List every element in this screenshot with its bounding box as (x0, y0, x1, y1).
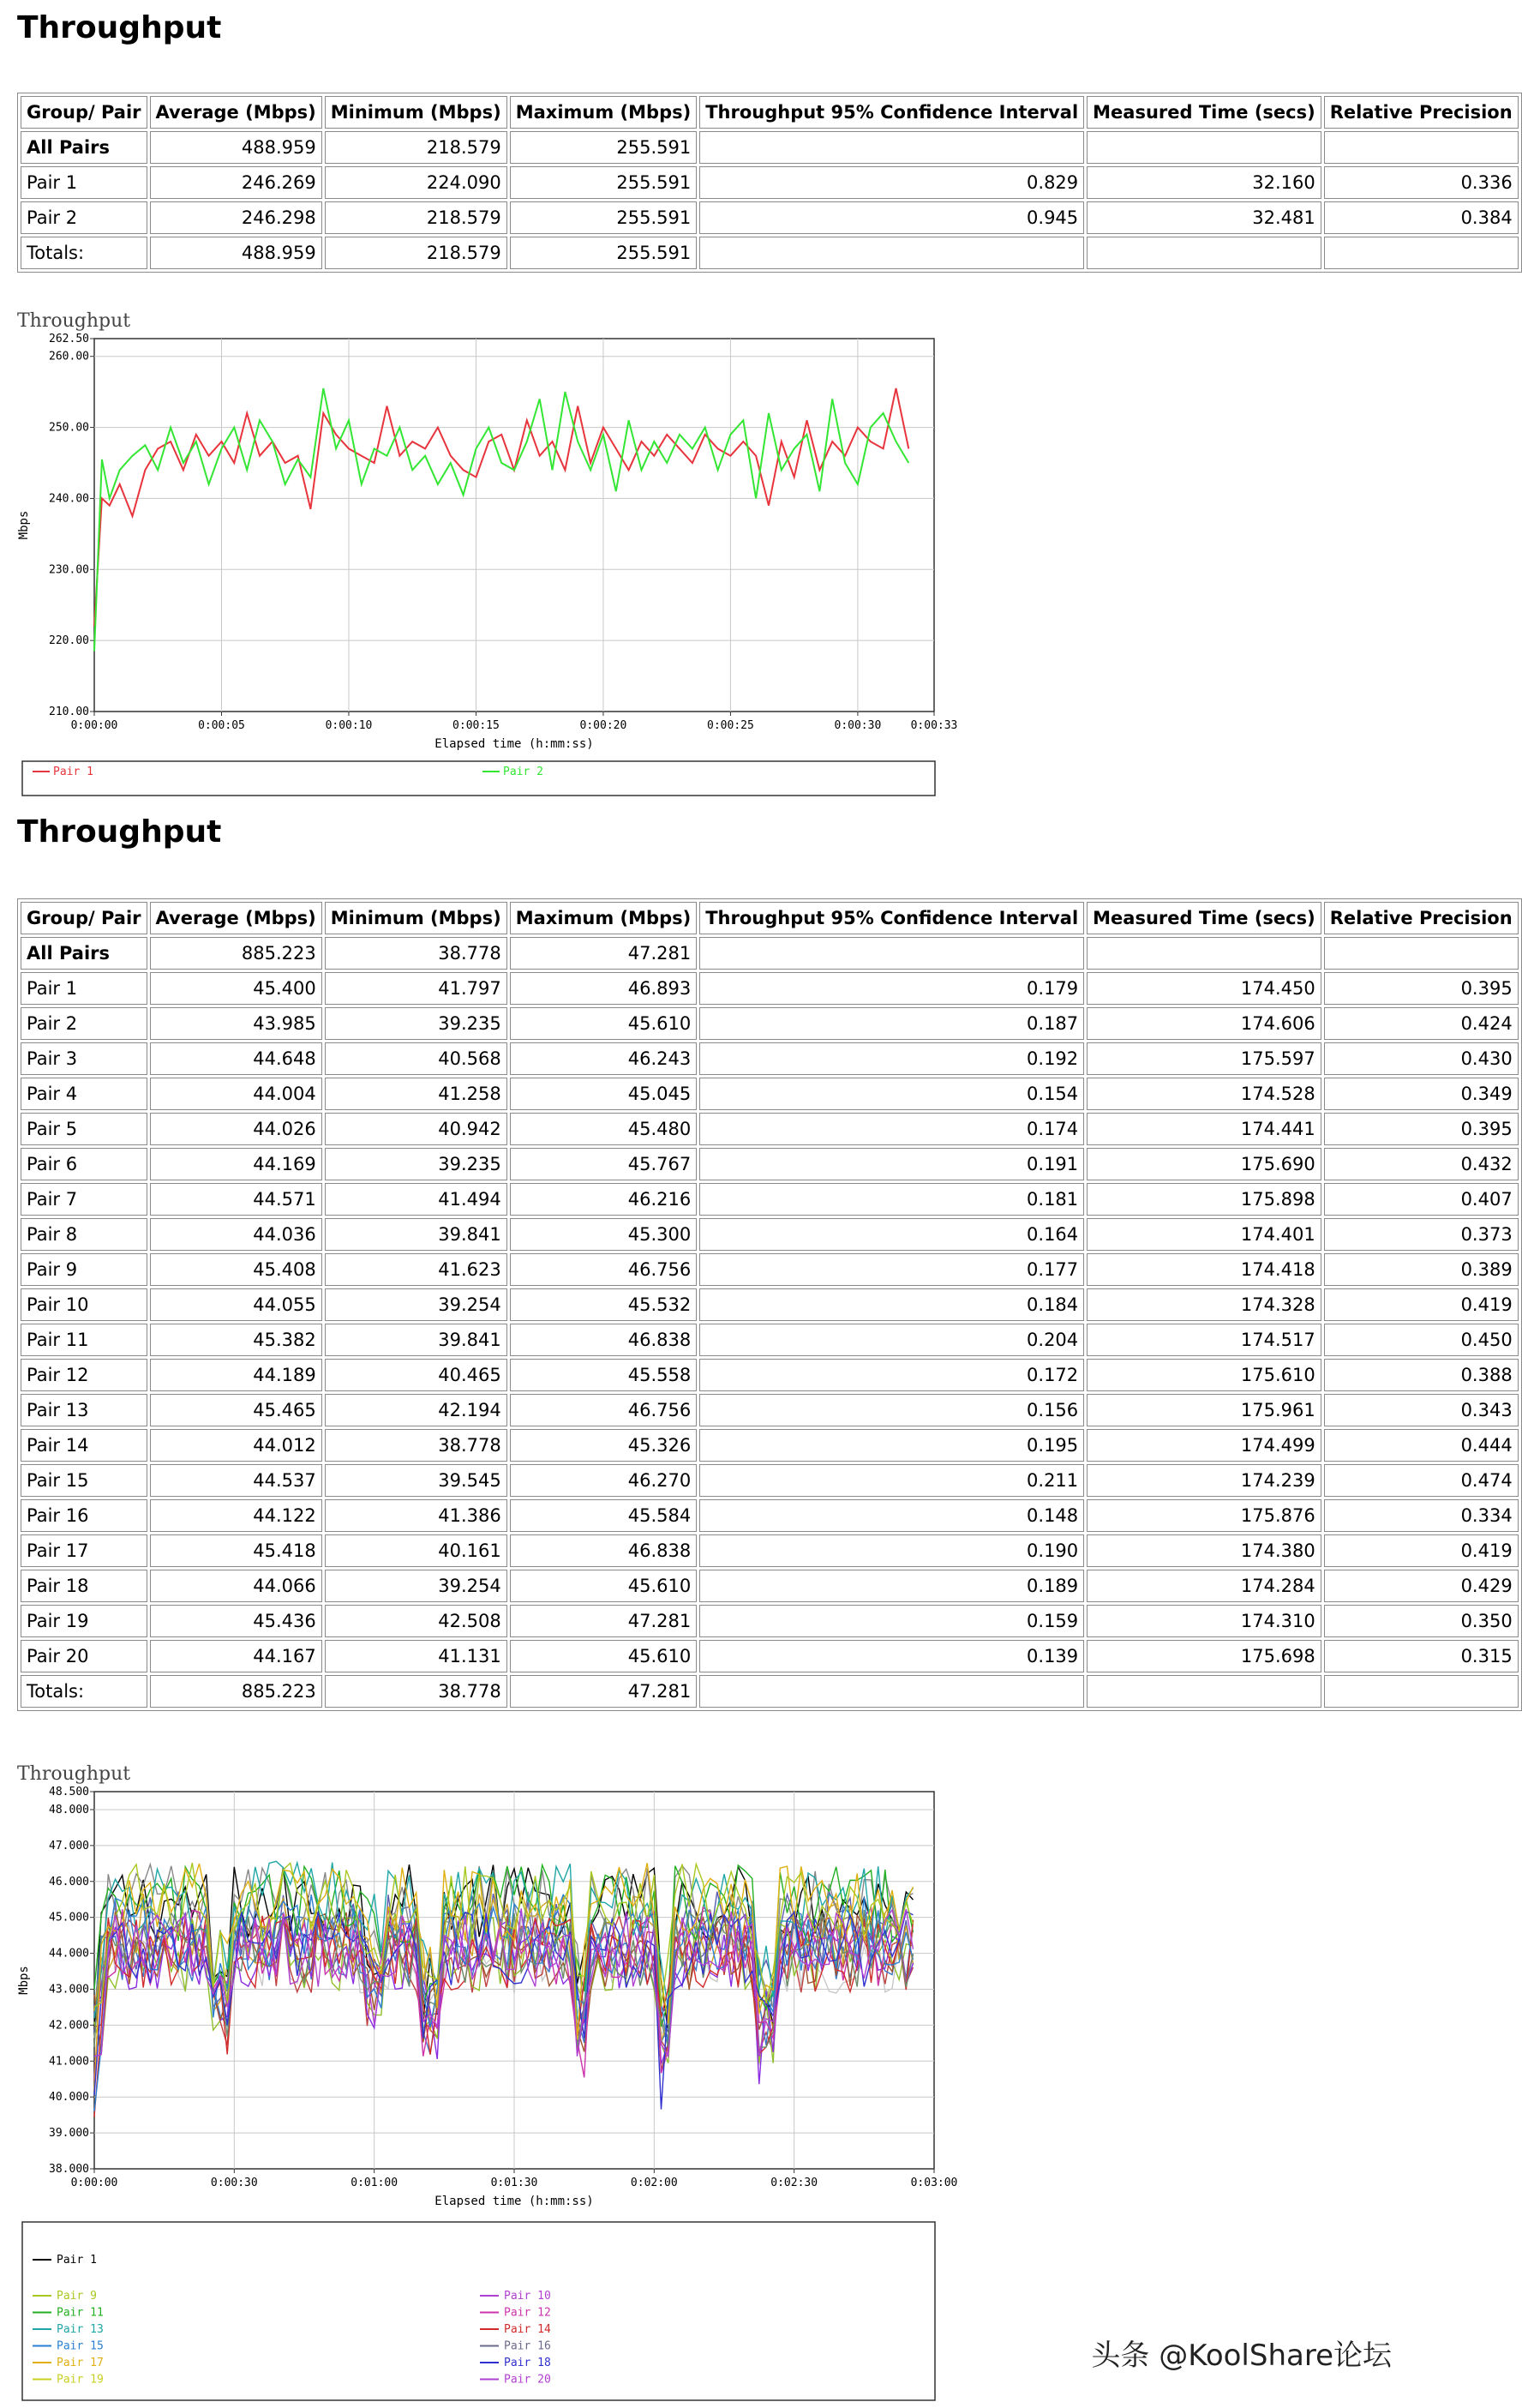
column-header: Group/ Pair (21, 902, 147, 934)
value-cell: 218.579 (325, 131, 507, 164)
value-cell (1087, 131, 1321, 164)
value-cell: 41.797 (325, 972, 507, 1005)
value-cell: 255.591 (510, 131, 698, 164)
column-header: Average (Mbps) (150, 96, 322, 129)
value-cell: 0.474 (1324, 1464, 1519, 1497)
value-cell: 44.004 (150, 1078, 322, 1110)
value-cell: 45.045 (510, 1078, 698, 1110)
table-row (21, 237, 1519, 269)
column-header: Minimum (Mbps) (325, 96, 507, 129)
value-cell: 0.181 (699, 1183, 1084, 1216)
value-cell (1087, 937, 1321, 970)
column-header: Measured Time (secs) (1087, 96, 1321, 129)
value-cell: 0.343 (1324, 1394, 1519, 1426)
chart-title: Throughput (17, 310, 131, 332)
value-cell: 0.419 (1324, 1534, 1519, 1567)
value-cell: 174.418 (1087, 1253, 1321, 1286)
value-cell: 42.508 (325, 1605, 507, 1637)
value-cell (1324, 937, 1519, 970)
value-cell: 0.389 (1324, 1253, 1519, 1286)
value-cell: 0.349 (1324, 1078, 1519, 1110)
value-cell: 45.558 (510, 1359, 698, 1391)
column-header: Relative Precision (1324, 902, 1519, 934)
legend-box (22, 761, 935, 796)
value-cell: 44.066 (150, 1570, 322, 1602)
row-label-cell: Pair 20 (21, 1640, 147, 1672)
value-cell: 175.597 (1087, 1042, 1321, 1075)
value-cell: 0.429 (1324, 1570, 1519, 1602)
value-cell: 38.778 (325, 1429, 507, 1462)
legend-label: Pair 19 (57, 2373, 104, 2387)
value-cell: 255.591 (510, 201, 698, 234)
value-cell: 174.328 (1087, 1288, 1321, 1321)
table-row (21, 1359, 1519, 1391)
value-cell: 46.893 (510, 972, 698, 1005)
value-cell: 174.441 (1087, 1113, 1321, 1145)
table-row (21, 1042, 1519, 1075)
y-axis-label: Mbps (17, 1966, 31, 1995)
y-tick-label: 41.000 (49, 2055, 89, 2069)
value-cell: 0.159 (699, 1605, 1084, 1637)
y-tick-label: 210.00 (49, 706, 89, 718)
value-cell: 46.243 (510, 1042, 698, 1075)
legend-box (22, 2222, 935, 2400)
value-cell: 488.959 (150, 237, 322, 269)
value-cell: 45.767 (510, 1148, 698, 1180)
value-cell (1087, 1675, 1321, 1708)
value-cell: 174.517 (1087, 1324, 1321, 1356)
table-row (21, 972, 1519, 1005)
table-row (21, 1113, 1519, 1145)
value-cell: 0.384 (1324, 201, 1519, 234)
value-cell: 0.179 (699, 972, 1084, 1005)
row-label-cell: Pair 7 (21, 1183, 147, 1216)
table-row (21, 1148, 1519, 1180)
x-tick-label: 0:01:30 (490, 2177, 538, 2189)
y-tick-label: 240.00 (49, 492, 89, 506)
x-tick-label: 0:00:33 (910, 719, 958, 732)
x-axis-label: Elapsed time (h:mm:ss) (434, 737, 594, 751)
value-cell: 45.436 (150, 1605, 322, 1637)
y-axis-label: Mbps (17, 510, 31, 540)
value-cell: 175.610 (1087, 1359, 1321, 1391)
value-cell: 0.334 (1324, 1499, 1519, 1532)
value-cell: 45.532 (510, 1288, 698, 1321)
value-cell: 44.648 (150, 1042, 322, 1075)
y-tick-label: 48.000 (49, 1803, 89, 1817)
value-cell: 0.395 (1324, 1113, 1519, 1145)
table-row (21, 1324, 1519, 1356)
value-cell: 44.169 (150, 1148, 322, 1180)
value-cell: 42.194 (325, 1394, 507, 1426)
table-row (21, 1007, 1519, 1040)
column-header: Relative Precision (1324, 96, 1519, 129)
value-cell: 45.610 (510, 1570, 698, 1602)
value-cell: 47.281 (510, 1605, 698, 1637)
value-cell: 44.012 (150, 1429, 322, 1462)
value-cell: 174.310 (1087, 1605, 1321, 1637)
y-tick-label: 39.000 (49, 2127, 89, 2141)
row-label-cell: Pair 8 (21, 1218, 147, 1251)
value-cell: 44.122 (150, 1499, 322, 1532)
y-tick-label: 260.00 (49, 350, 89, 363)
row-label-cell: Pair 18 (21, 1570, 147, 1602)
value-cell (699, 131, 1084, 164)
row-label-cell: Pair 14 (21, 1429, 147, 1462)
throughput-chart-2-svg (17, 1753, 960, 2405)
x-tick-label: 0:02:30 (770, 2177, 818, 2189)
section-1-heading: Throughput (17, 10, 222, 45)
value-cell: 40.942 (325, 1113, 507, 1145)
value-cell: 0.407 (1324, 1183, 1519, 1216)
value-cell (1324, 1675, 1519, 1708)
value-cell: 175.961 (1087, 1394, 1321, 1426)
value-cell: 175.898 (1087, 1183, 1321, 1216)
value-cell (1087, 237, 1321, 269)
value-cell: 174.499 (1087, 1429, 1321, 1462)
chart-title: Throughput (17, 1763, 131, 1785)
value-cell: 45.382 (150, 1324, 322, 1356)
value-cell: 38.778 (325, 1675, 507, 1708)
value-cell: 174.450 (1087, 972, 1321, 1005)
value-cell: 38.778 (325, 937, 507, 970)
value-cell: 43.985 (150, 1007, 322, 1040)
table-row (21, 1499, 1519, 1532)
row-label-cell: Pair 1 (21, 166, 147, 199)
value-cell: 246.269 (150, 166, 322, 199)
legend-label: Pair 20 (504, 2373, 551, 2387)
row-label-cell: Totals: (21, 1675, 147, 1708)
throughput-chart-1-svg (17, 300, 960, 806)
value-cell: 45.465 (150, 1394, 322, 1426)
y-tick-label: 38.000 (49, 2163, 89, 2176)
value-cell: 46.838 (510, 1534, 698, 1567)
value-cell: 45.610 (510, 1007, 698, 1040)
y-tick-label: 47.000 (49, 1839, 89, 1853)
watermark: 头条 @KoolShare论坛 (1091, 2339, 1392, 2373)
value-cell: 0.395 (1324, 972, 1519, 1005)
value-cell: 0.336 (1324, 166, 1519, 199)
value-cell: 44.055 (150, 1288, 322, 1321)
column-header: Maximum (Mbps) (510, 902, 698, 934)
value-cell: 41.258 (325, 1078, 507, 1110)
value-cell: 44.571 (150, 1183, 322, 1216)
value-cell: 0.177 (699, 1253, 1084, 1286)
legend-label: Pair 2 (503, 766, 543, 778)
table-row (21, 1288, 1519, 1321)
value-cell: 255.591 (510, 166, 698, 199)
value-cell: 174.606 (1087, 1007, 1321, 1040)
table-header-row (21, 96, 1519, 129)
table-row (21, 1183, 1519, 1216)
value-cell: 45.610 (510, 1640, 698, 1672)
table-row (21, 937, 1519, 970)
value-cell: 45.480 (510, 1113, 698, 1145)
value-cell (1324, 237, 1519, 269)
row-label-cell: Pair 9 (21, 1253, 147, 1286)
value-cell: 0.829 (699, 166, 1084, 199)
legend-label: Pair 18 (504, 2357, 551, 2369)
value-cell: 39.841 (325, 1324, 507, 1356)
value-cell: 46.838 (510, 1324, 698, 1356)
legend-label: Pair 16 (504, 2339, 551, 2353)
legend-label: Pair 9 (57, 2290, 97, 2303)
y-tick-label: 220.00 (49, 634, 89, 648)
value-cell: 40.568 (325, 1042, 507, 1075)
value-cell: 174.528 (1087, 1078, 1321, 1110)
table-row (21, 1605, 1519, 1637)
row-label-cell: Pair 11 (21, 1324, 147, 1356)
y-tick-label: 43.000 (49, 1983, 89, 1997)
x-tick-label: 0:03:00 (910, 2177, 958, 2189)
legend-label: Pair 13 (57, 2323, 104, 2336)
value-cell: 0.174 (699, 1113, 1084, 1145)
row-label-cell: Pair 1 (21, 972, 147, 1005)
y-tick-label: 44.000 (49, 1947, 89, 1961)
column-header: Throughput 95% Confidence Interval (699, 96, 1084, 129)
legend-label: Pair 11 (57, 2306, 104, 2320)
row-label-cell: Pair 5 (21, 1113, 147, 1145)
value-cell: 0.204 (699, 1324, 1084, 1356)
table-row (21, 166, 1519, 199)
value-cell: 41.623 (325, 1253, 507, 1286)
value-cell: 47.281 (510, 1675, 698, 1708)
x-tick-label: 0:00:30 (834, 719, 882, 732)
value-cell: 174.401 (1087, 1218, 1321, 1251)
y-tick-label: 262.50 (49, 333, 89, 345)
value-cell: 44.189 (150, 1359, 322, 1391)
column-header: Throughput 95% Confidence Interval (699, 902, 1084, 934)
value-cell: 885.223 (150, 937, 322, 970)
table-row (21, 1640, 1519, 1672)
table-row (21, 201, 1519, 234)
value-cell: 39.235 (325, 1148, 507, 1180)
table-header-row (21, 902, 1519, 934)
value-cell: 46.756 (510, 1253, 698, 1286)
row-label-cell: Pair 12 (21, 1359, 147, 1391)
value-cell: 0.189 (699, 1570, 1084, 1602)
throughput-chart-2 (17, 1753, 960, 2405)
value-cell: 175.690 (1087, 1148, 1321, 1180)
value-cell: 218.579 (325, 237, 507, 269)
legend-label: Pair 1 (53, 766, 93, 778)
y-tick-label: 40.000 (49, 2091, 89, 2105)
x-tick-label: 0:02:00 (630, 2177, 678, 2189)
row-label-cell: Pair 6 (21, 1148, 147, 1180)
row-label-cell: Pair 2 (21, 1007, 147, 1040)
y-tick-label: 42.000 (49, 2019, 89, 2033)
throughput-table-1 (17, 93, 1522, 273)
y-tick-label: 46.000 (49, 1875, 89, 1889)
row-label-cell: Pair 17 (21, 1534, 147, 1567)
value-cell (699, 937, 1084, 970)
value-cell: 0.156 (699, 1394, 1084, 1426)
plot-area (94, 339, 934, 712)
table-row (21, 1429, 1519, 1462)
value-cell: 174.239 (1087, 1464, 1321, 1497)
row-label-cell: All Pairs (21, 937, 147, 970)
throughput-table-2 (17, 898, 1522, 1711)
value-cell: 0.350 (1324, 1605, 1519, 1637)
value-cell: 46.216 (510, 1183, 698, 1216)
x-tick-label: 0:00:30 (210, 2177, 258, 2189)
throughput-chart-1 (17, 300, 960, 806)
row-label-cell: Pair 16 (21, 1499, 147, 1532)
value-cell: 255.591 (510, 237, 698, 269)
x-tick-label: 0:00:15 (452, 719, 500, 732)
legend-label: Pair 12 (504, 2306, 551, 2320)
value-cell: 0.450 (1324, 1324, 1519, 1356)
value-cell: 0.211 (699, 1464, 1084, 1497)
value-cell: 45.300 (510, 1218, 698, 1251)
value-cell: 0.154 (699, 1078, 1084, 1110)
value-cell: 174.284 (1087, 1570, 1321, 1602)
value-cell: 0.190 (699, 1534, 1084, 1567)
value-cell: 41.131 (325, 1640, 507, 1672)
value-cell: 0.148 (699, 1499, 1084, 1532)
value-cell: 174.380 (1087, 1534, 1321, 1567)
x-tick-label: 0:00:00 (70, 2177, 118, 2189)
y-tick-label: 250.00 (49, 421, 89, 435)
legend-label: Pair 14 (504, 2323, 551, 2336)
value-cell: 0.187 (699, 1007, 1084, 1040)
x-tick-label: 0:00:00 (70, 719, 118, 732)
value-cell: 44.026 (150, 1113, 322, 1145)
column-header: Group/ Pair (21, 96, 147, 129)
value-cell: 32.481 (1087, 201, 1321, 234)
value-cell: 45.418 (150, 1534, 322, 1567)
value-cell: 224.090 (325, 166, 507, 199)
value-cell: 218.579 (325, 201, 507, 234)
value-cell: 0.373 (1324, 1218, 1519, 1251)
value-cell: 0.945 (699, 201, 1084, 234)
value-cell: 44.036 (150, 1218, 322, 1251)
value-cell: 0.172 (699, 1359, 1084, 1391)
value-cell: 40.161 (325, 1534, 507, 1567)
value-cell: 0.424 (1324, 1007, 1519, 1040)
x-tick-label: 0:00:10 (325, 719, 373, 732)
value-cell: 0.184 (699, 1288, 1084, 1321)
row-label-cell: Totals: (21, 237, 147, 269)
x-tick-label: 0:01:00 (351, 2177, 398, 2189)
value-cell: 39.235 (325, 1007, 507, 1040)
value-cell: 47.281 (510, 937, 698, 970)
column-header: Measured Time (secs) (1087, 902, 1321, 934)
value-cell: 0.430 (1324, 1042, 1519, 1075)
value-cell: 885.223 (150, 1675, 322, 1708)
value-cell: 0.164 (699, 1218, 1084, 1251)
value-cell: 39.254 (325, 1570, 507, 1602)
value-cell: 0.419 (1324, 1288, 1519, 1321)
legend-label: Pair 10 (504, 2290, 551, 2303)
row-label-cell: Pair 15 (21, 1464, 147, 1497)
value-cell: 488.959 (150, 131, 322, 164)
section-2-heading: Throughput (17, 814, 222, 850)
table-row (21, 1675, 1519, 1708)
x-axis-label: Elapsed time (h:mm:ss) (434, 2195, 594, 2208)
y-tick-label: 48.500 (49, 1786, 89, 1798)
row-label-cell: Pair 3 (21, 1042, 147, 1075)
column-header: Average (Mbps) (150, 902, 322, 934)
table-row (21, 1570, 1519, 1602)
row-label-cell: All Pairs (21, 131, 147, 164)
table-row (21, 1464, 1519, 1497)
table-row (21, 1534, 1519, 1567)
column-header: Maximum (Mbps) (510, 96, 698, 129)
row-label-cell: Pair 13 (21, 1394, 147, 1426)
value-cell (1324, 131, 1519, 164)
value-cell: 39.545 (325, 1464, 507, 1497)
row-label-cell: Pair 2 (21, 201, 147, 234)
value-cell: 0.195 (699, 1429, 1084, 1462)
value-cell: 41.386 (325, 1499, 507, 1532)
value-cell: 46.270 (510, 1464, 698, 1497)
row-label-cell: Pair 19 (21, 1605, 147, 1637)
legend-label: Pair 17 (57, 2357, 104, 2369)
y-tick-label: 230.00 (49, 563, 89, 577)
table-row (21, 131, 1519, 164)
value-cell: 40.465 (325, 1359, 507, 1391)
value-cell: 45.326 (510, 1429, 698, 1462)
value-cell: 0.444 (1324, 1429, 1519, 1462)
table-row (21, 1218, 1519, 1251)
x-tick-label: 0:00:25 (707, 719, 754, 732)
table-row (21, 1078, 1519, 1110)
value-cell: 39.841 (325, 1218, 507, 1251)
x-tick-label: 0:00:05 (198, 719, 245, 732)
legend-label: Pair 1 (57, 2254, 97, 2267)
value-cell: 45.408 (150, 1253, 322, 1286)
value-cell: 41.494 (325, 1183, 507, 1216)
column-header: Minimum (Mbps) (325, 902, 507, 934)
row-label-cell: Pair 4 (21, 1078, 147, 1110)
value-cell: 0.388 (1324, 1359, 1519, 1391)
value-cell: 44.537 (150, 1464, 322, 1497)
value-cell: 45.400 (150, 972, 322, 1005)
value-cell: 0.191 (699, 1148, 1084, 1180)
value-cell: 44.167 (150, 1640, 322, 1672)
value-cell: 246.298 (150, 201, 322, 234)
value-cell: 39.254 (325, 1288, 507, 1321)
value-cell: 175.698 (1087, 1640, 1321, 1672)
value-cell: 175.876 (1087, 1499, 1321, 1532)
value-cell: 46.756 (510, 1394, 698, 1426)
value-cell: 0.192 (699, 1042, 1084, 1075)
x-tick-label: 0:00:20 (579, 719, 627, 732)
value-cell (699, 237, 1084, 269)
value-cell: 45.584 (510, 1499, 698, 1532)
value-cell: 0.432 (1324, 1148, 1519, 1180)
value-cell: 0.139 (699, 1640, 1084, 1672)
table-row (21, 1394, 1519, 1426)
row-label-cell: Pair 10 (21, 1288, 147, 1321)
table-row (21, 1253, 1519, 1286)
y-tick-label: 45.000 (49, 1911, 89, 1925)
legend-label: Pair 15 (57, 2339, 104, 2353)
value-cell: 0.315 (1324, 1640, 1519, 1672)
value-cell: 32.160 (1087, 166, 1321, 199)
value-cell (699, 1675, 1084, 1708)
